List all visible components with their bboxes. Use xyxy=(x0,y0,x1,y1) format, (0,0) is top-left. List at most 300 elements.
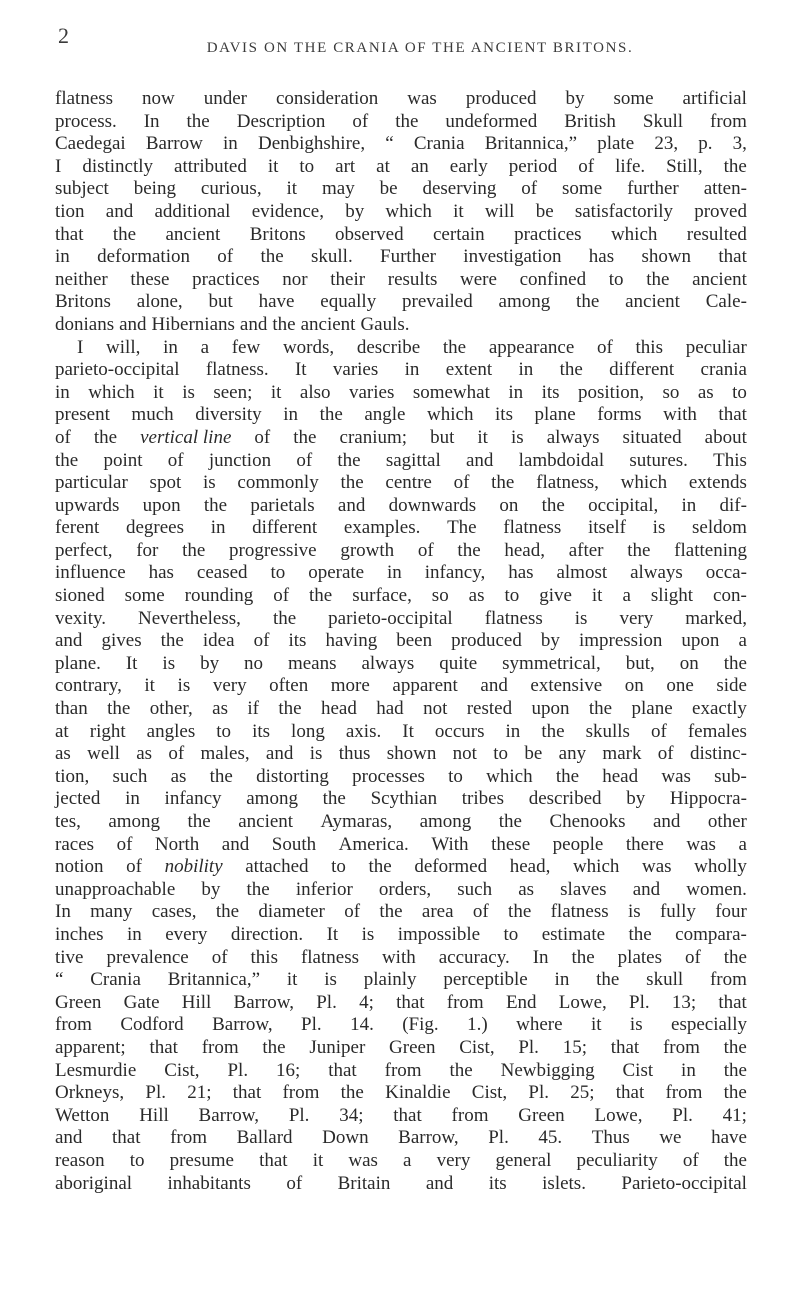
word: thus xyxy=(338,743,371,765)
word: is xyxy=(324,969,337,991)
word: but, xyxy=(625,652,655,674)
word: notion xyxy=(55,856,104,878)
word: aboriginal xyxy=(55,1172,133,1194)
text-line xyxy=(55,88,747,111)
word: America. xyxy=(338,833,409,855)
word: marked, xyxy=(685,607,747,629)
word: was xyxy=(348,1149,378,1171)
text-line xyxy=(55,337,747,360)
word: means xyxy=(287,652,337,674)
word: ceased xyxy=(196,562,248,584)
word: and xyxy=(265,743,294,765)
word: is xyxy=(309,743,323,765)
text-line xyxy=(55,924,747,947)
word: than xyxy=(55,698,88,720)
text-line xyxy=(55,834,747,857)
word: many xyxy=(90,901,133,923)
word: donians xyxy=(55,313,115,335)
word: from xyxy=(665,1082,703,1104)
word: orders, xyxy=(378,878,432,900)
word: sutures. xyxy=(629,449,688,471)
word: spot xyxy=(149,472,182,494)
word: jected xyxy=(55,788,101,810)
word: that xyxy=(149,1036,178,1058)
word: it xyxy=(144,675,155,697)
word: of xyxy=(596,336,613,358)
word: Denbighshire, xyxy=(257,133,366,155)
running-head: DAVIS ON THE CRANIA OF THE ANCIENT BRITONS. xyxy=(206,40,634,56)
word: head, xyxy=(504,539,545,561)
word: to xyxy=(732,381,747,403)
word: has xyxy=(508,562,534,584)
word: evidence, xyxy=(251,200,324,222)
word: parieto-occipital xyxy=(328,607,453,629)
word: contrary, xyxy=(55,675,122,697)
word: growth xyxy=(340,539,395,561)
word: deformed xyxy=(414,856,488,878)
word: upon xyxy=(142,494,181,516)
word: is xyxy=(574,607,588,629)
word: of xyxy=(168,743,185,765)
word: slight xyxy=(650,585,694,607)
word: the xyxy=(596,969,620,991)
word: Green xyxy=(518,1104,565,1126)
word: in xyxy=(508,381,524,403)
word: plane xyxy=(534,404,576,426)
word: extent xyxy=(445,359,493,381)
word: flatness xyxy=(503,517,562,539)
word: there xyxy=(625,833,664,855)
word: Newbigging xyxy=(500,1059,595,1081)
word: a xyxy=(622,585,631,607)
word: undeformed xyxy=(445,110,538,132)
word: the xyxy=(278,698,302,720)
word: the xyxy=(555,765,580,787)
word: have xyxy=(258,291,295,313)
word: the xyxy=(646,268,670,290)
word: seen; xyxy=(213,381,253,403)
word: ancient xyxy=(625,291,680,313)
word: Britain xyxy=(337,1172,391,1194)
word: Lowe, xyxy=(558,991,607,1013)
word: skull. xyxy=(311,246,353,268)
word: the xyxy=(186,110,210,132)
word: the xyxy=(457,539,481,561)
word: art xyxy=(335,155,356,177)
word: well xyxy=(87,743,120,765)
word: that xyxy=(328,1059,357,1081)
word: from xyxy=(55,1014,92,1036)
word: distinc- xyxy=(689,743,747,765)
text-line xyxy=(55,156,747,179)
text-line xyxy=(55,969,747,992)
word: in xyxy=(283,404,299,426)
word: and xyxy=(119,313,147,335)
word: is xyxy=(511,426,524,448)
word: from xyxy=(384,1059,422,1081)
word: to xyxy=(331,856,346,878)
word: Pl. xyxy=(227,1059,249,1081)
word: 16; xyxy=(276,1059,301,1081)
word: often xyxy=(269,675,309,697)
word: of xyxy=(296,449,313,471)
word: and xyxy=(55,1127,83,1149)
word: is xyxy=(162,652,176,674)
word: nobility xyxy=(164,856,223,878)
word: the xyxy=(272,607,297,629)
word: skulls xyxy=(585,720,630,742)
word: Barrow, xyxy=(398,1127,459,1149)
word: every xyxy=(165,923,208,945)
word: flatness. xyxy=(205,359,269,381)
word: not xyxy=(452,743,477,765)
word: of xyxy=(217,246,234,268)
word: Cist, xyxy=(459,1036,495,1058)
word: that xyxy=(396,991,425,1013)
word: This xyxy=(713,449,747,471)
word: the xyxy=(576,291,600,313)
word: It xyxy=(294,359,307,381)
text-line xyxy=(55,359,747,382)
word: upwards xyxy=(55,494,120,516)
word: results xyxy=(387,268,438,290)
word: a xyxy=(200,336,210,358)
word: that xyxy=(393,1104,422,1126)
word: Barrow, xyxy=(233,991,295,1013)
word: of xyxy=(472,901,489,923)
word: the xyxy=(379,901,403,923)
word: the xyxy=(160,630,184,652)
word: at xyxy=(55,720,69,742)
word: an xyxy=(410,155,429,177)
word: on xyxy=(679,652,699,674)
word: Down xyxy=(322,1127,369,1149)
word: among xyxy=(108,811,161,832)
word: somewhat xyxy=(412,381,490,403)
word: islets. xyxy=(542,1172,586,1194)
text-line xyxy=(55,788,747,811)
word: Kinaldie xyxy=(385,1082,451,1104)
word: centre xyxy=(385,472,432,494)
text-line xyxy=(55,608,747,631)
word: to xyxy=(503,923,519,945)
word: Description xyxy=(236,110,326,132)
text-line xyxy=(55,246,747,269)
word: these xyxy=(491,833,531,855)
word: the xyxy=(203,494,228,516)
word: the xyxy=(340,472,364,494)
word: to xyxy=(608,268,624,290)
word: neither xyxy=(55,268,108,290)
word: describe xyxy=(356,336,421,358)
word: for xyxy=(136,539,159,561)
word: equally xyxy=(320,291,377,313)
word: upon xyxy=(531,698,570,720)
word: people xyxy=(552,833,604,855)
word: commonly xyxy=(237,472,319,494)
word: It xyxy=(326,923,339,945)
word: in xyxy=(387,562,402,584)
word: and xyxy=(55,630,83,652)
text-line xyxy=(55,450,747,473)
word: were xyxy=(460,268,497,290)
word: In xyxy=(532,946,549,968)
word: 21; xyxy=(187,1082,212,1104)
word: vertical line xyxy=(140,426,232,448)
word: a xyxy=(738,833,747,855)
word: the xyxy=(395,110,419,132)
word: Codford xyxy=(120,1014,184,1036)
word: sagittal xyxy=(385,449,441,471)
word: the xyxy=(723,1036,747,1058)
word: the xyxy=(337,449,361,471)
word: sub- xyxy=(714,765,747,787)
word: as xyxy=(170,765,187,787)
word: any xyxy=(558,743,587,765)
word: the xyxy=(368,856,392,878)
word: but xyxy=(208,291,233,313)
word: from xyxy=(710,110,747,132)
word: may xyxy=(321,178,355,200)
text-line xyxy=(55,314,747,337)
word: impossible xyxy=(397,923,481,945)
word: is xyxy=(652,517,666,539)
word: inches xyxy=(55,923,104,945)
word: upon xyxy=(681,630,720,652)
word: be xyxy=(379,178,398,200)
word: and xyxy=(632,878,661,900)
word: p. xyxy=(698,133,713,155)
word: produced xyxy=(465,88,537,109)
word: the xyxy=(508,901,532,923)
word: Juniper xyxy=(309,1036,366,1058)
word: the xyxy=(272,313,296,335)
text-line xyxy=(55,111,747,134)
word: the xyxy=(498,811,522,832)
word: by xyxy=(345,200,365,222)
word: very xyxy=(212,675,247,697)
word: from xyxy=(709,969,747,991)
word: by xyxy=(626,788,646,810)
word: the xyxy=(187,811,211,832)
word: which xyxy=(427,404,474,426)
word: point xyxy=(103,449,143,471)
text-line xyxy=(55,856,747,879)
word: inhabitants xyxy=(167,1172,251,1194)
word: among xyxy=(246,788,298,810)
word: that xyxy=(259,1149,288,1171)
text-line xyxy=(55,133,747,156)
word: head xyxy=(602,765,639,787)
word: angle xyxy=(364,404,406,426)
text-line xyxy=(55,269,747,292)
word: quite xyxy=(439,652,478,674)
word: con- xyxy=(713,585,747,607)
word: after xyxy=(568,539,604,561)
word: Pl. xyxy=(518,1036,539,1058)
word: from xyxy=(451,1104,489,1126)
word: perceptible xyxy=(443,969,528,991)
word: described xyxy=(528,788,602,810)
word: Parieto-occipital xyxy=(621,1172,747,1194)
word: words, xyxy=(282,336,335,358)
text-line xyxy=(55,721,747,744)
word: tive xyxy=(55,946,84,968)
word: of xyxy=(211,946,228,968)
word: as xyxy=(136,743,153,765)
word: more xyxy=(330,675,370,697)
word: be xyxy=(535,200,554,222)
word: process. xyxy=(55,110,117,132)
word: deserving xyxy=(422,178,497,200)
word: the xyxy=(723,1149,747,1171)
word: from xyxy=(662,1036,700,1058)
word: races xyxy=(55,833,95,855)
word: in xyxy=(681,494,697,516)
word: apparent; xyxy=(55,1036,126,1058)
text-line xyxy=(55,698,747,721)
text-line xyxy=(55,901,747,924)
word: among xyxy=(419,811,472,832)
word: unapproachable xyxy=(55,878,176,900)
word: inferior xyxy=(295,878,353,900)
word: practices xyxy=(192,268,260,290)
word: extends xyxy=(688,472,747,494)
word: is xyxy=(182,381,195,403)
word: be xyxy=(524,743,543,765)
word: Orkneys, xyxy=(55,1082,125,1104)
word: (Fig. xyxy=(402,1014,439,1036)
word: North xyxy=(154,833,200,855)
word: in xyxy=(126,923,142,945)
word: Cist, xyxy=(471,1082,508,1104)
text-line xyxy=(55,224,747,247)
word: but xyxy=(430,426,455,448)
text-line xyxy=(55,404,747,427)
word: the xyxy=(215,901,240,923)
word: wholly xyxy=(694,856,747,878)
word: Aymaras, xyxy=(320,811,393,832)
word: deformation xyxy=(97,246,190,268)
word: that xyxy=(615,1082,645,1104)
word: which xyxy=(572,856,620,878)
word: that xyxy=(112,1127,141,1149)
word: Gate xyxy=(123,991,160,1013)
word: present xyxy=(55,404,110,426)
word: not xyxy=(423,698,448,720)
word: of xyxy=(684,946,701,968)
word: rested xyxy=(466,698,513,720)
word: from xyxy=(201,1036,239,1058)
word: 25; xyxy=(570,1082,595,1104)
word: Chenooks xyxy=(549,811,626,832)
text-line xyxy=(55,585,747,608)
word: curious, xyxy=(200,178,262,200)
word: the xyxy=(571,946,595,968)
word: Wetton xyxy=(55,1104,110,1126)
text-line xyxy=(55,427,747,450)
word: the xyxy=(55,449,79,471)
word: in xyxy=(505,720,521,742)
word: Skull xyxy=(642,110,684,132)
word: from xyxy=(282,1082,320,1104)
word: Pl. xyxy=(672,1104,693,1126)
word: long xyxy=(291,720,325,742)
word: infancy, xyxy=(424,562,486,584)
word: varies xyxy=(332,359,379,381)
word: with xyxy=(663,404,697,426)
word: is xyxy=(202,472,216,494)
word: Britannica,” xyxy=(484,133,578,155)
word: tes, xyxy=(55,811,81,832)
word: 4; xyxy=(359,991,374,1013)
word: such xyxy=(457,878,493,900)
word: ancient xyxy=(300,313,356,335)
word: I xyxy=(55,155,62,177)
word: of xyxy=(273,585,290,607)
word: as xyxy=(212,698,228,720)
word: plainly xyxy=(363,969,417,991)
word: it xyxy=(270,381,282,403)
text-line xyxy=(55,291,747,314)
word: processes xyxy=(352,765,425,787)
word: which xyxy=(385,200,432,222)
word: by xyxy=(565,88,585,109)
word: and xyxy=(652,811,681,832)
word: of xyxy=(417,539,434,561)
word: the xyxy=(246,878,270,900)
word: the xyxy=(588,698,613,720)
word: practices xyxy=(514,223,582,245)
word: nor xyxy=(282,268,308,290)
word: the xyxy=(627,539,651,561)
word: 41; xyxy=(722,1104,747,1126)
word: ancient xyxy=(238,811,294,832)
word: by xyxy=(540,630,560,652)
text-line xyxy=(55,630,747,653)
text-line xyxy=(55,653,747,676)
text-line xyxy=(55,472,747,495)
word: parietals xyxy=(250,494,315,516)
word: presume xyxy=(169,1149,234,1171)
word: atten- xyxy=(703,178,747,200)
word: by xyxy=(201,878,221,900)
text-line xyxy=(55,1037,747,1060)
word: tion, xyxy=(55,765,90,787)
word: and xyxy=(221,833,250,855)
word: the xyxy=(309,585,333,607)
word: it xyxy=(267,155,279,177)
word: of xyxy=(126,856,142,878)
word: which xyxy=(620,472,668,494)
word: Caedegai xyxy=(55,133,126,155)
word: that xyxy=(718,246,747,268)
word: Barrow xyxy=(145,133,203,155)
word: its xyxy=(541,381,560,403)
word: right xyxy=(89,720,126,742)
word: axis. xyxy=(345,720,382,742)
word: and xyxy=(480,675,508,697)
text-line xyxy=(55,517,747,540)
word: and xyxy=(337,494,366,516)
word: especially xyxy=(671,1014,747,1036)
word: plates xyxy=(617,946,662,968)
word: will, xyxy=(106,336,141,358)
word: a xyxy=(403,1149,412,1171)
word: flatness xyxy=(484,607,543,629)
word: peculiarity xyxy=(576,1149,658,1171)
word: from xyxy=(446,991,484,1013)
